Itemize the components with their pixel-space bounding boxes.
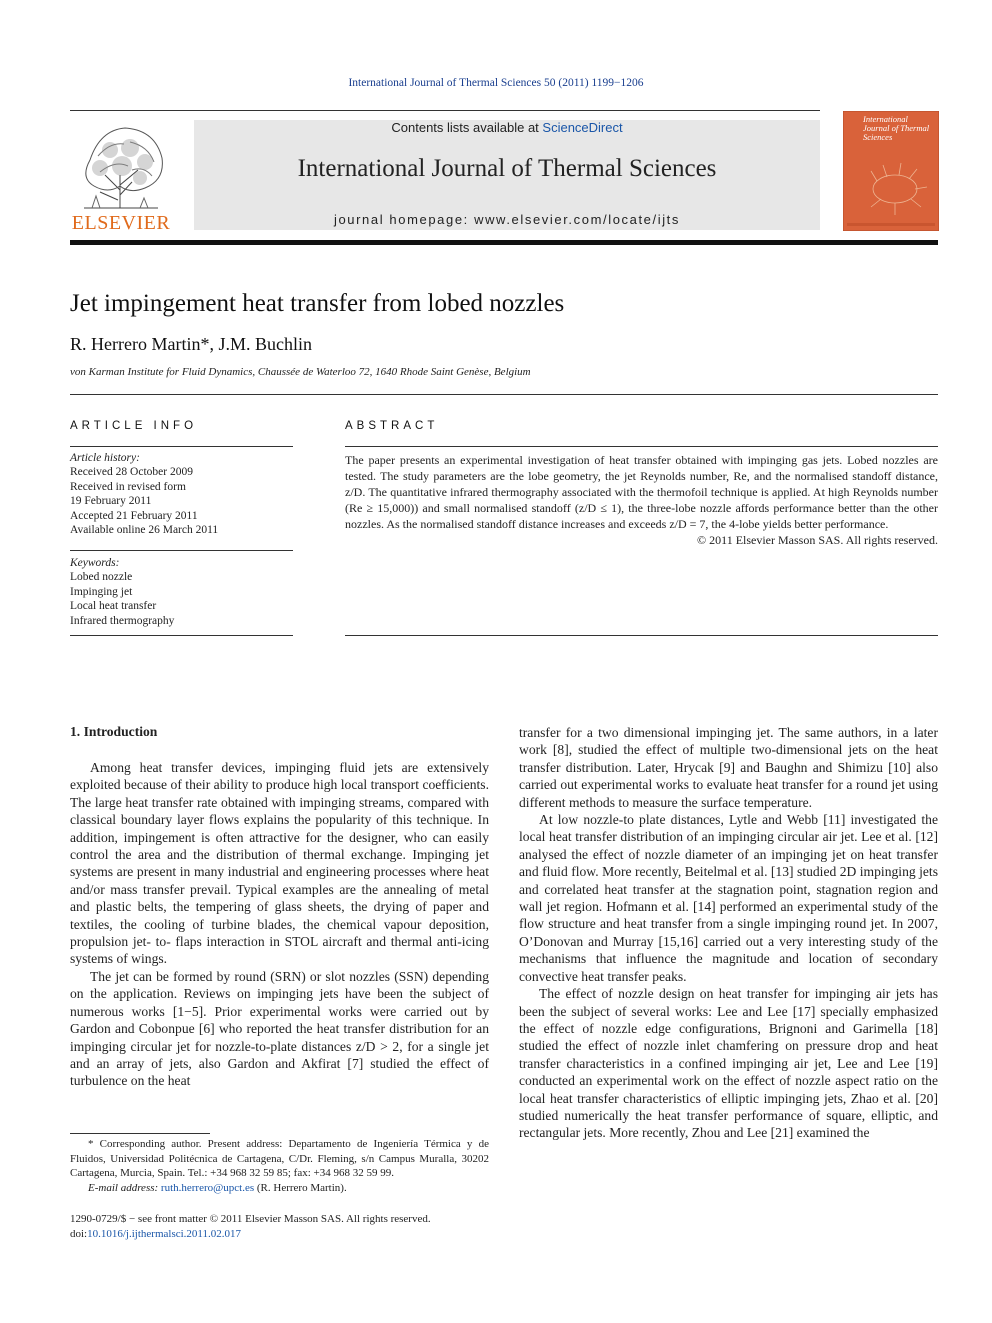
left-column <box>70 759 489 1090</box>
doi-label: doi: <box>70 1227 88 1240</box>
author-affiliation: von Karman Institute for Fluid Dynamics, Chaussée de Waterloo 72, 1640 Rhode Saint Genèse, Belgium <box>70 366 531 378</box>
section-heading-introduction: 1. Introduction <box>70 724 158 739</box>
contents-prefix: Contents lists available at <box>391 120 543 135</box>
article-info-rule <box>70 446 293 447</box>
history-item: Received in revised form <box>70 480 186 493</box>
email-label: E-mail address: <box>88 1181 159 1194</box>
email-link[interactable]: ruth.herrero@upct.es <box>160 1181 255 1194</box>
header-rule <box>70 110 820 111</box>
keyword-item: Lobed nozzle <box>70 571 133 584</box>
keywords-rule <box>70 550 293 551</box>
history-item: Received 28 October 2009 <box>70 466 193 479</box>
doi-link[interactable]: 10.1016/j.ijthermalsci.2011.02.017 <box>87 1227 242 1240</box>
title-rule <box>70 394 938 395</box>
history-item: Accepted 21 February 2011 <box>70 509 198 522</box>
abstract-rule <box>345 446 938 447</box>
email-suffix: (R. Herrero Martin). <box>254 1181 347 1194</box>
doi-line <box>70 1227 431 1242</box>
corresponding-author-footnote <box>70 1137 489 1195</box>
contents-line <box>194 120 820 135</box>
history-item: Available online 26 March 2011 <box>70 524 219 537</box>
footnote-rule <box>70 1133 210 1134</box>
history-label: Article history: <box>70 452 140 464</box>
article-info-heading: ARTICLE INFO <box>70 420 198 432</box>
abstract-text: The paper presents an experimental investigation of heat transfer obtained with impinging gas jets. Lobed nozzles are tested. The study parameters are the lobe geometry, the jet Reynolds number, Re, and the normalised standoff distance, z/D. The quantitative infrared thermography associated with the thermofoil technique is applied. At high Reynolds number (Re ≥ 15,000)) and small normalised standoff (z/D ≤ 1), the three-lobe nozzle affords performance better than the other nozzles. As the normalised standoff distance increases and exceeds z/D = 7, the 4-lobe yields better performance. <box>345 453 938 531</box>
body-paragraph: The effect of nozzle design on heat transfer for impinging air jets has been the subject of several works: Lee and Lee [17] specially emphasized the effect of nozzle edge configurations, Brignoni and Garimella [18] studied the effect of nozzle inlet chamfering on pressure drop and heat transfer characteristics in a confined impinging air jet, Lee and Lee [19] conducted an experimental work on the effect of nozzle aspect ratio on the local heat transfer characteristics of elliptic impinging jets, Zhao et al. [20] studied numerically the heat transfer performance of square, elliptic, and rectangular jets. More recently, Zhou and Lee [21] examined the <box>519 986 938 1141</box>
body-paragraph: The jet can be formed by round (SRN) or slot nozzles (SSN) depending on the application. Reviews on impinging jets have been the subject of numerous works [1−5]. Prior experimental works were carried out by Gardon and Cobonpue [6] who reported the heat transfer distribution for an impinging circular jet for nozzle-to-plate distances z/D > 2, for a single jet and an array of jets, also Gardon and Akfirat [7] studied the effect of turbulence on the heat <box>70 968 489 1089</box>
journal-reference[interactable]: International Journal of Thermal Sciences 50 (2011) 1199−1206 <box>348 77 644 89</box>
sciencedirect-link[interactable]: ScienceDirect <box>542 120 623 135</box>
keywords-list <box>70 556 293 628</box>
article-info-bottom-rule <box>70 635 293 636</box>
footnote-email-line <box>70 1181 489 1196</box>
article-history <box>70 451 293 537</box>
keywords-label: Keywords: <box>70 557 120 569</box>
elsevier-logo[interactable] <box>70 120 172 232</box>
keyword-item: Impinging jet <box>70 585 133 598</box>
cover-title: International Journal of Thermal Sciences <box>863 114 930 142</box>
issn-line: 1290-0729/$ − see front matter © 2011 Elsevier Masson SAS. All rights reserved. <box>70 1213 431 1225</box>
abstract-body <box>345 452 938 548</box>
keyword-item: Local heat transfer <box>70 600 157 613</box>
abstract-bottom-rule <box>345 635 938 636</box>
journal-title: International Journal of Thermal Sciences <box>297 155 717 182</box>
history-item: 19 February 2011 <box>70 495 152 508</box>
elsevier-wordmark: ELSEVIER <box>71 212 171 234</box>
footnote-address: * Corresponding author. Present address: Departamento de Ingeniería Térmica y de Fluidos, Universidad Politécnica de Cartagena, C/Dr. Fleming, s/n Campus Muralla, 30202 Cartagena, Murcia, Spain. Tel.: +34 968 32 59 85; fax: +34 968 32 59 99. <box>70 1138 489 1180</box>
abstract-heading: ABSTRACT <box>345 420 439 432</box>
body-paragraph: At low nozzle-to plate distances, Lytle and Webb [11] investigated the local heat transfer distribution of an impinging circular air jet. Lee et al. [12] analysed the effect of nozzle diameter of an impinging jet on heat transfer and fluid flow. More recently, Beitelmal et al. [13] studied 2D impinging jets and correlated heat transfer at the stagnation point, stagnation region and wall jet region. Hofmann et al. [14] performed an experimental study of the flow structure and heat transfer from a single impinging round jet. In 2007, O’Donovan and Murray [15,16] carried out a very interesting study of the mechanisms that influence the magnitude and location of secondary convective heat transfer peaks. <box>519 812 938 984</box>
body-paragraph: transfer for a two dimensional impinging jet. The same authors, in a later work [8], studied the effect of multiple two-dimensional jets on the heat transfer distribution. Later, Hrycak [9] and Baughn and Shimizu [10] also carried out experimental works to evaluate heat transfer for a round jet using different methods to measure the surface temperature. <box>519 725 938 810</box>
body-paragraph: Among heat transfer devices, impinging fluid jets are extensively exploited because of their ability to produce high local transport coefficients. The large heat transfer rate obtained with impinging streams, compared with classical boundary layer flows explains the popularity of this technique. In addition, impingement is often attractive for the designer, who can easily control the area and the distribution of thermal exchange. Impinging jet systems are present in many industrial and engineering processes where heat and/or mass transfer prevail. Typical examples are the annealing of metal and plastic belts, the tempering of glass sheets, the drying of paper and textiles, the cooling of turbine blades, the chemical vapour deposition, propulsion jet- to- flaps interaction in STOL aircraft and thermal anti-icing systems of wings. <box>70 760 489 967</box>
article-title: Jet impingement heat transfer from lobed nozzles <box>70 290 565 317</box>
journal-homepage-link[interactable]: journal homepage: www.elsevier.com/locate/ijts <box>333 212 680 227</box>
journal-cover-thumbnail[interactable] <box>843 111 939 231</box>
keyword-item: Infrared thermography <box>70 614 175 627</box>
right-column <box>519 724 938 1142</box>
abstract-copyright: © 2011 Elsevier Masson SAS. All rights reserved. <box>697 533 938 547</box>
article-authors[interactable]: R. Herrero Martin*, J.M. Buchlin <box>70 334 312 354</box>
header-thick-rule <box>70 240 938 245</box>
front-matter-info <box>70 1212 431 1241</box>
